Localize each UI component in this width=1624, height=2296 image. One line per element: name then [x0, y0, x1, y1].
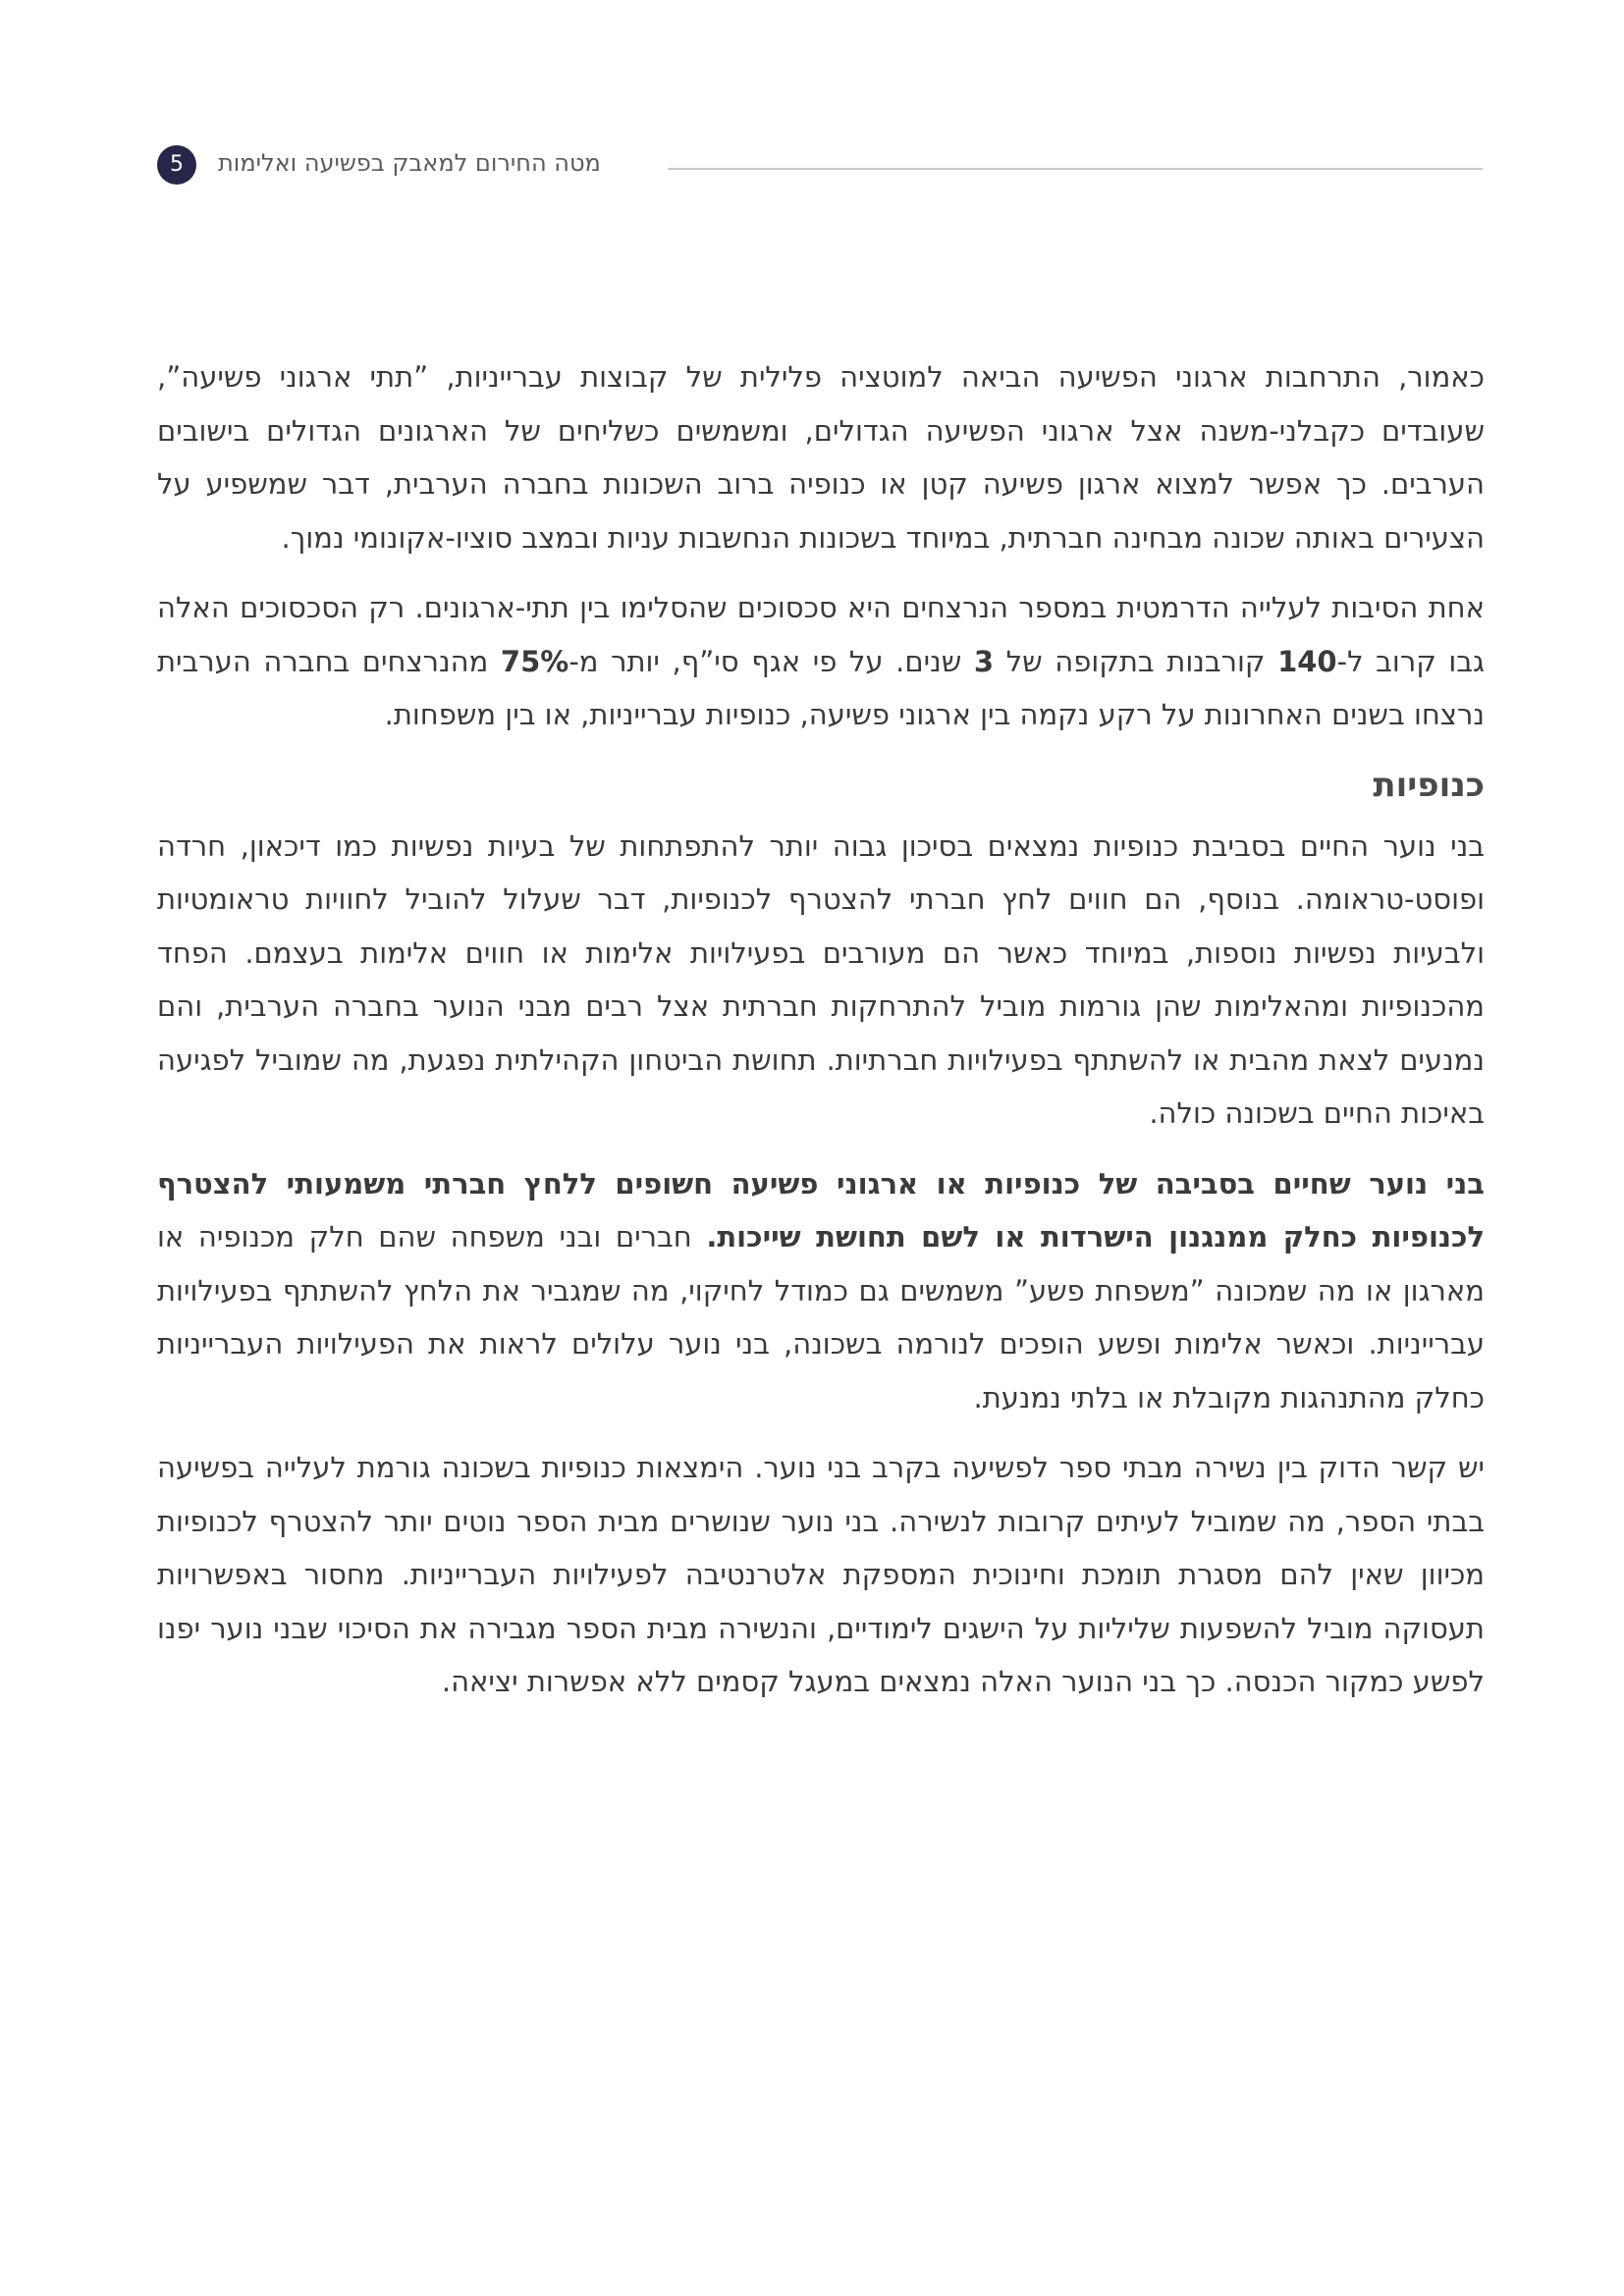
- paragraph-statistics: [157, 581, 1485, 742]
- stat-text: מהנרצחים בחברה הערבית נרצחו בשנים האחרונות על רקע נקמה בין ארגוני פשיעה, כנופיות עברייניות, או בין משפחות.: [157, 644, 1485, 731]
- stat-text: שנים. על פי אגף סי”ף, יותר מ-: [568, 644, 974, 678]
- paragraph-social-pressure: [157, 1157, 1485, 1425]
- emphasis-text: בני נוער שחיים בסביבה של כנופיות או ארגוני פשיעה חשופים ללחץ חברתי משמעותי להצטרף לכנופיות כחלק ממנגנון הישרדות או לשם תחושת שייכות.: [157, 1166, 1486, 1254]
- paragraph-mental-health: בני נוער החיים בסביבת כנופיות נמצאים בסיכון גבוה יותר להתפתחות של בעיות נפשיות כמו דיכאון, חרדה ופוסט-טראומה. בנוסף, הם חווים לחץ חברתי להצטרף לכנופיות, דבר שעלול להוביל לחוויות טראומטיות ולבעיות נפשיות נוספות, במיוחד כאשר הם מעורבים בפעילויות אלימות או חווים אלימות בעצמם. הפחד מהכנופיות ומהאלימות שהן גורמות מוביל להתרחקות חברתית אצל רבים מבני הנוער בחברה הערבית, והם נמנעים לצאת מהבית או להשתתף בפעילויות חברתיות. תחושת הביטחון הקהילתית נפגעת, מה שמוביל לפגיעה באיכות החיים בשכונה כולה.: [157, 828, 1485, 1130]
- running-title: מטה החירום למאבק בפשיעה ואלימות: [218, 149, 601, 177]
- stat-victims-count: 140: [1277, 644, 1337, 678]
- stat-text: אחת הסיבות לעלייה הדרמטית במספר הנרצחים היא סכסוכים שהסלימו בין תתי-ארגונים. רק הסכסוכים האלה גבו קרוב ל-: [157, 591, 1485, 678]
- paragraph-dropout: יש קשר הדוק בין נשירה מבתי ספר לפשיעה בקרב בני נוער. הימצאות כנופיות בשכונה גורמת לעלייה בפשיעה בבתי הספר, מה שמוביל לעיתים קרובות לנשירה. בני נוער שנושרים מבית הספר נוטים יותר להצטרף לכנופיות מכיוון שאין להם מסגרת תומכת וחינוכית המספקת אלטרנטיבה לפעילויות העברייניות. מחסור באפשרויות תעסוקה מוביל להשפעות שליליות על הישגים לימודיים, והנשירה מבית הספר מגבירה את הסיכוי שבני נוער יפנו לפשע כמקור הכנסה. כך בני הנוער האלה נמצאים במעגל קסמים ללא אפשרות יציאה.: [157, 1451, 1485, 1698]
- stat-years-count: 3: [973, 644, 995, 678]
- page-header: [157, 145, 1483, 185]
- section-heading: כנופיות: [1373, 765, 1485, 805]
- paragraph-text: חברים ובני משפחה שהם חלק מכנופיה או מארגון או מה שמכונה ”משפחת פשע” משמשים גם כמודל לחיקוי, מה שמגביר את הלחץ להשתתף בפעילויות עברייניות. וכאשר אלימות ופשע הופכים לנורמה בשכונה, בני נוער עלולים לראות את הפעילויות העברייניות כחלק מהתנהגות מקובלת או בלתי נמנעת.: [157, 1220, 1485, 1415]
- page-number-badge: 5: [157, 145, 196, 185]
- stat-percentage: 75%: [500, 644, 569, 678]
- header-divider: [668, 168, 1483, 170]
- paragraph-intro: כאמור, התרחבות ארגוני הפשיעה הביאה למוטציה פלילית של קבוצות עברייניות, ”תתי ארגוני פשיעה”, שעובדים כקבלני-משנה אצל ארגוני הפשיעה הגדולים, ומשמשים כשליחים של הארגונים הגדולים בישובים הערבים. כך אפשר למצוא ארגון פשיעה קטן או כנופיה ברוב השכונות בחברה הערבית, דבר שמשפיע על הצעירים באותה שכונה מבחינה חברתית, במיוחד בשכונות הנחשבות עניות ובמצב סוציו-אקונומי נמוך.: [157, 360, 1485, 555]
- stat-text: קורבנות בתקופה של: [994, 644, 1278, 678]
- main-content: [157, 350, 1485, 1726]
